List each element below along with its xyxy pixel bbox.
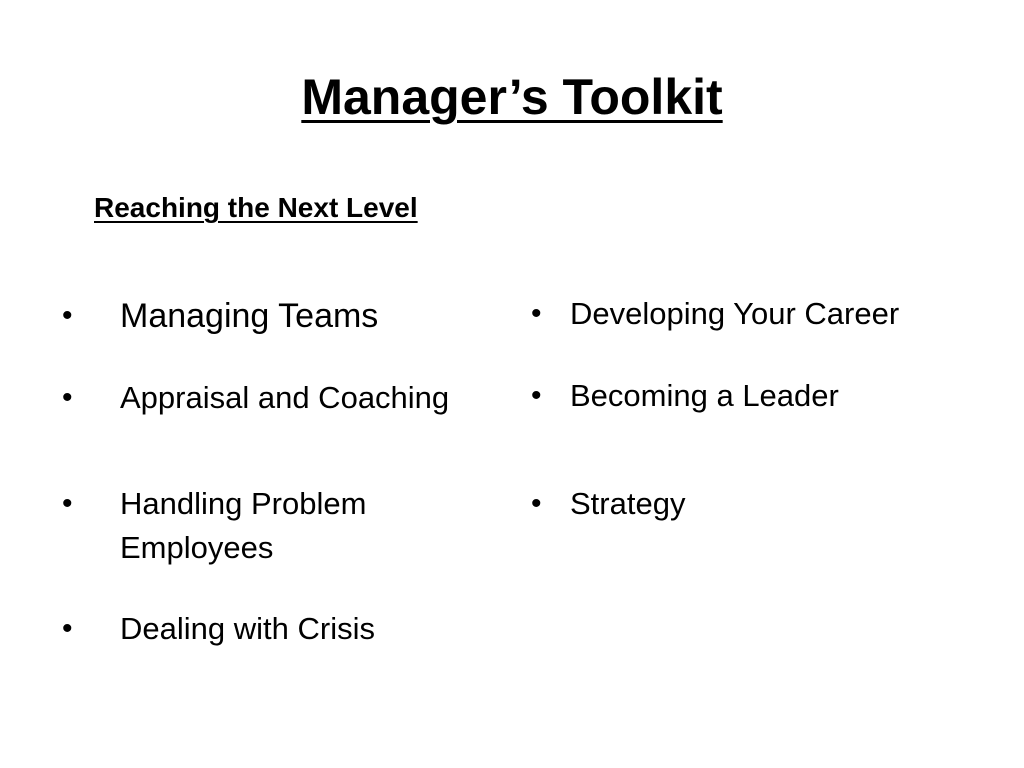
list-item-managing-teams <box>62 294 379 338</box>
list-item-dealing-with-crisis <box>62 607 375 651</box>
bullet-icon: • <box>62 381 73 414</box>
bullet-icon: • <box>531 487 542 520</box>
bullet-icon: • <box>531 379 542 412</box>
list-item-developing-career <box>531 292 900 336</box>
bullet-icon: • <box>531 297 542 330</box>
list-item-strategy <box>531 482 686 526</box>
list-item-label: Managing Teams <box>120 297 379 335</box>
bullet-icon: • <box>62 299 73 332</box>
slide-subtitle: Reaching the Next Level <box>94 192 418 223</box>
list-item-becoming-leader <box>531 374 839 418</box>
list-item-label: Becoming a Leader <box>570 378 839 413</box>
list-item-label: Handling Problem Employees <box>120 486 367 565</box>
list-item-label: Appraisal and Coaching <box>120 380 450 415</box>
list-item-label: Dealing with Crisis <box>120 611 375 646</box>
slide-title-text: Manager’s Toolkit <box>301 69 723 125</box>
bullet-icon: • <box>62 487 73 520</box>
list-item-label: Strategy <box>570 486 686 521</box>
bullet-icon: • <box>62 612 73 645</box>
list-item-handling-problem-employees <box>62 482 450 570</box>
list-item-label: Developing Your Career <box>570 296 900 331</box>
slide-title <box>0 62 1024 132</box>
list-item-appraisal-coaching <box>62 376 450 420</box>
